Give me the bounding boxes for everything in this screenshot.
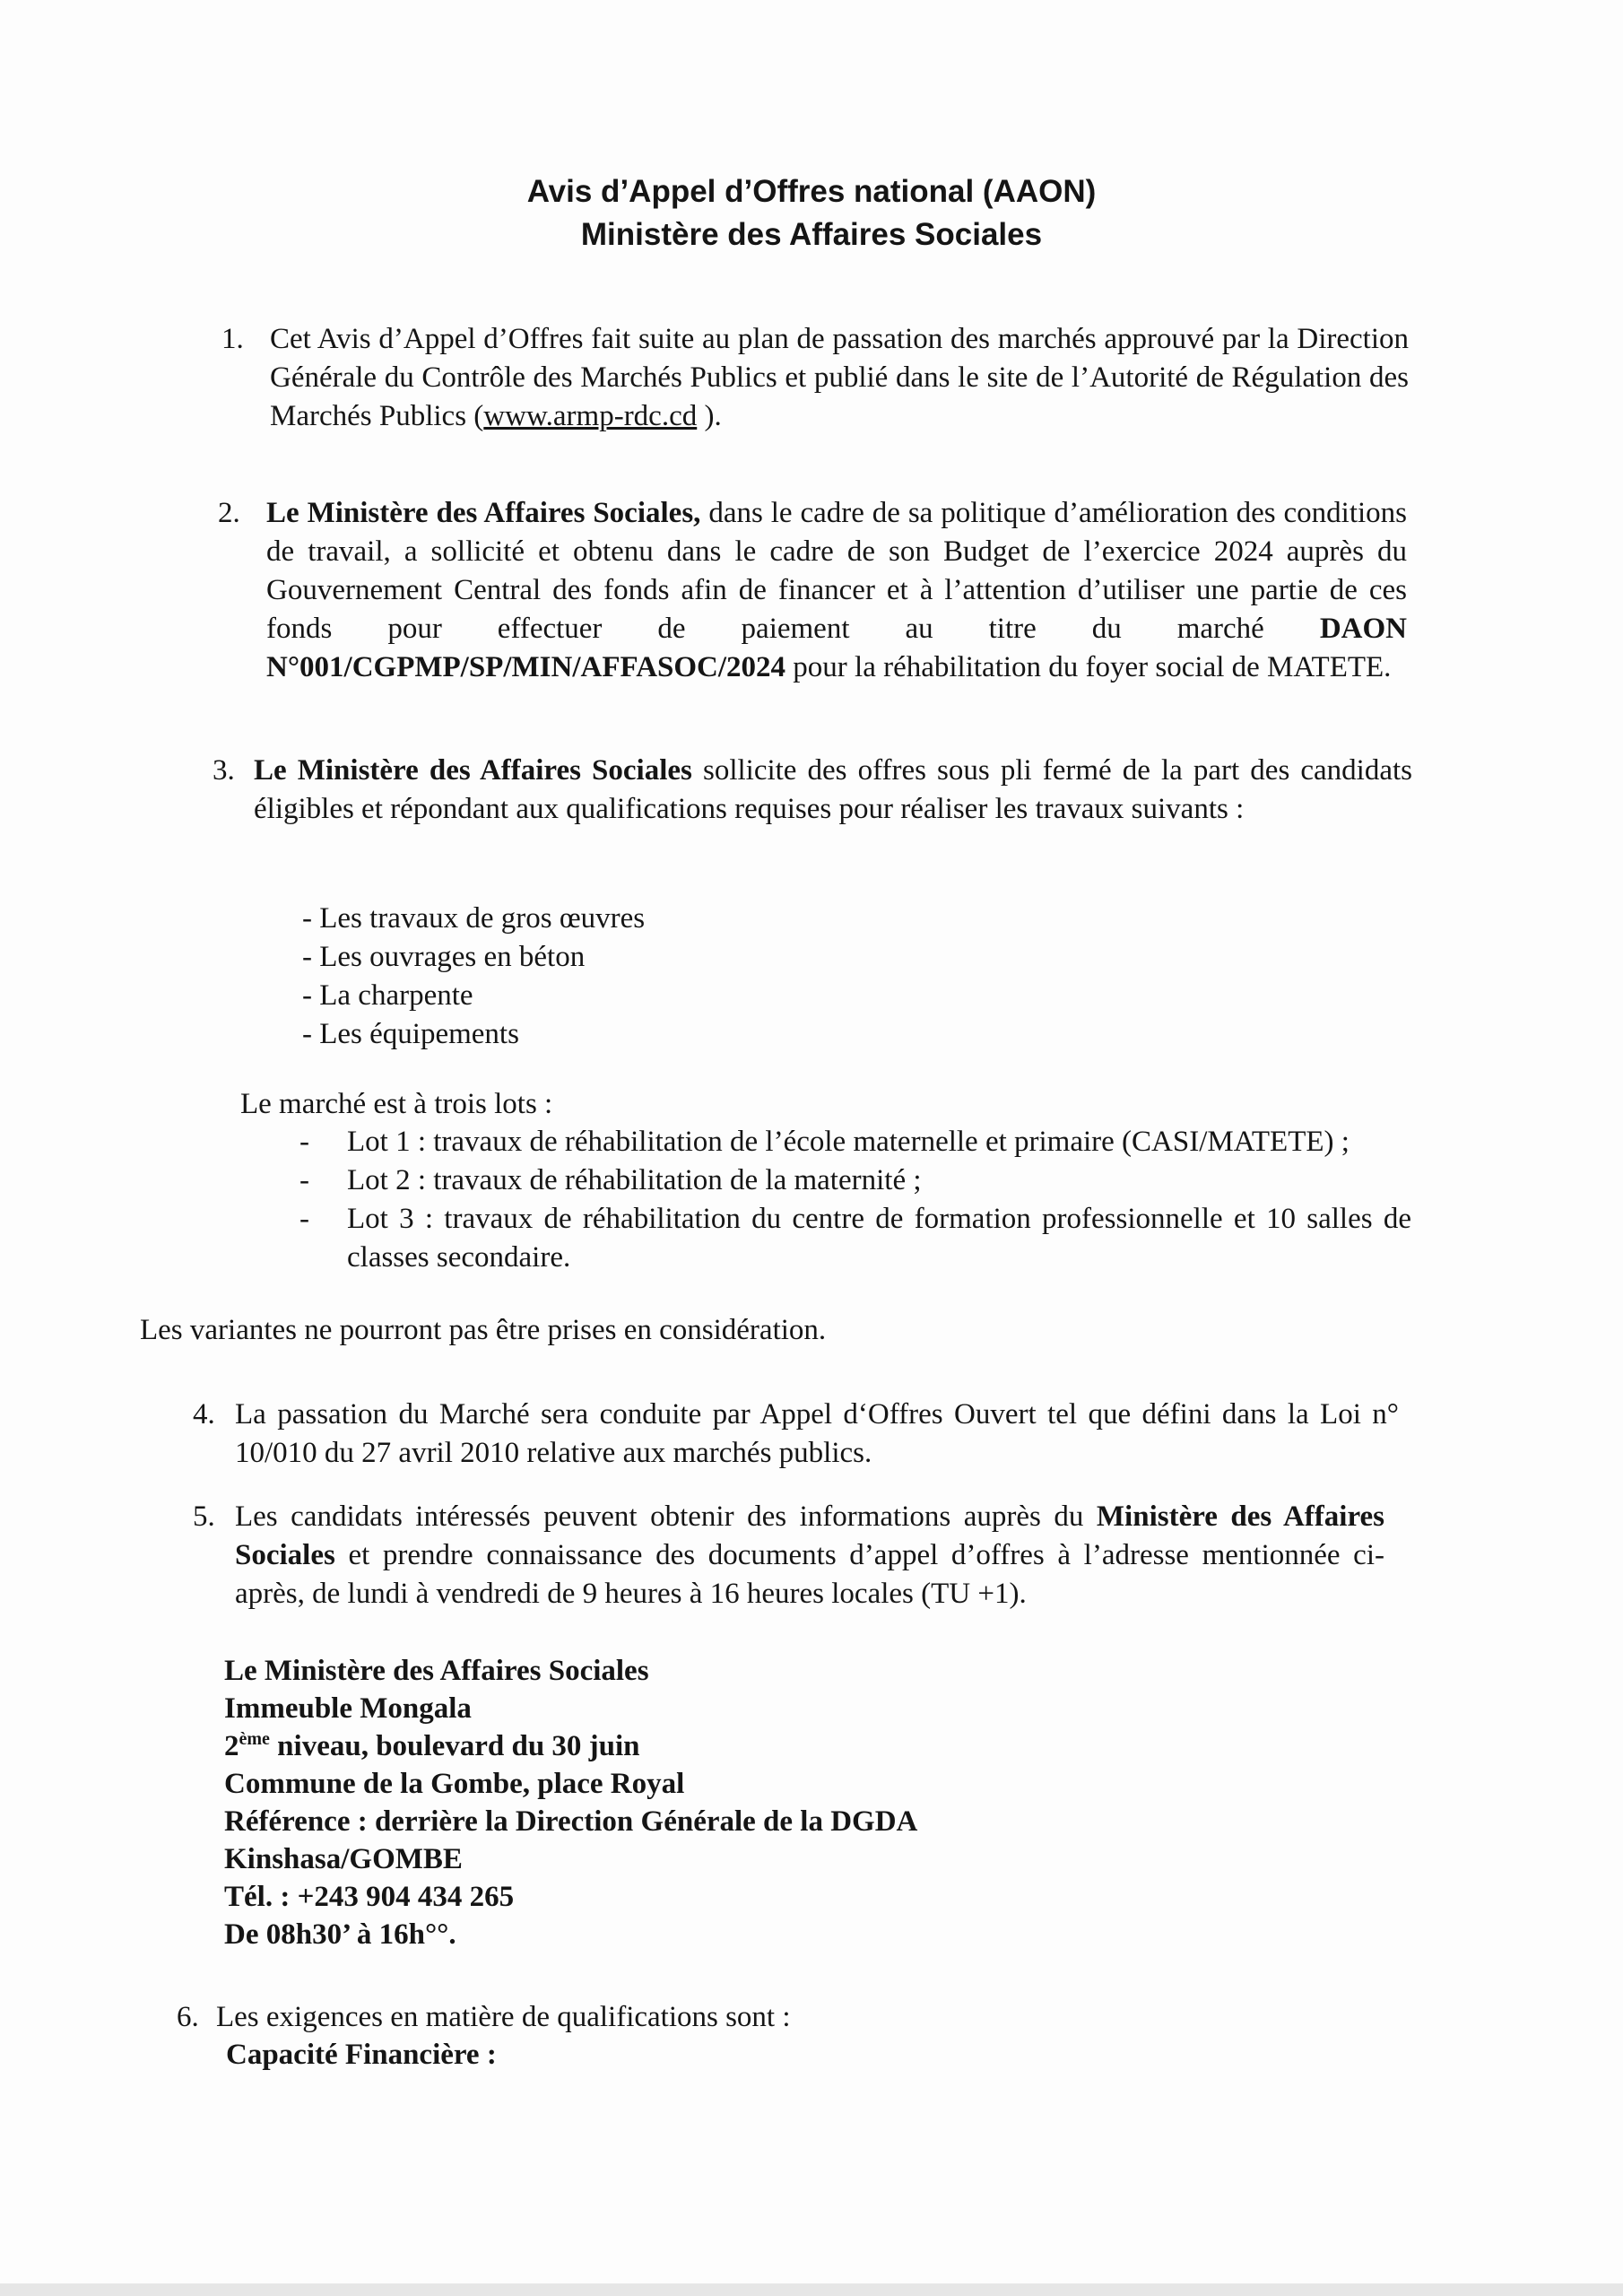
address-street: niveau, boulevard du 30 juin bbox=[269, 1730, 640, 1762]
section-4: La passation du Marché sera conduite par Appel d‘Offres Ouvert tel que défini dans la Loi n° 10/010 du 27 avril 2010 relative aux marchés publics. bbox=[235, 1398, 1399, 1469]
ministry-name: Le Ministère des Affaires Sociales, bbox=[266, 497, 701, 529]
armp-link[interactable]: www.armp-rdc.cd bbox=[483, 400, 698, 432]
section-3-text: sollicite des offres sous pli fermé de la part des candidats éligibles et répondant aux qualifications requises pour réaliser les travaux suivants : bbox=[254, 754, 1412, 825]
lot-dash: - bbox=[299, 1126, 309, 1158]
section-number-5: 5. bbox=[193, 1500, 215, 1533]
lot-text: Lot 2 : travaux de réhabilitation de la maternité ; bbox=[347, 1164, 922, 1196]
address-line: Le Ministère des Affaires Sociales bbox=[224, 1655, 649, 1687]
lot-dash: - bbox=[299, 1164, 309, 1196]
floor-suffix: ème bbox=[239, 1729, 270, 1749]
works-item: - Les ouvrages en béton bbox=[302, 941, 586, 973]
section-number-6: 6. bbox=[177, 2001, 199, 2033]
lot-item bbox=[299, 1200, 1411, 1277]
lot-dash: - bbox=[299, 1203, 309, 1235]
opening-hours: De 08h30’ à 16h°°. bbox=[224, 1918, 456, 1951]
section-1-text: Cet Avis d’Appel d’Offres fait suite au plan de passation des marchés approuvé par la Direction Générale du Contrôle des Marchés Publics et publié dans le site de l’Autorité de Régulation des Marchés Publics ( bbox=[270, 323, 1409, 432]
floor-number: 2 bbox=[224, 1730, 239, 1762]
title-line-2: Ministère des Affaires Sociales bbox=[580, 217, 1043, 252]
variants-note: Les variantes ne pourront pas être prises en considération. bbox=[140, 1314, 827, 1346]
section-number-1: 1. bbox=[221, 323, 244, 355]
address-line: Commune de la Gombe, place Royal bbox=[224, 1768, 685, 1800]
works-item: - Les travaux de gros œuvres bbox=[302, 902, 646, 935]
address-block bbox=[224, 1652, 917, 1953]
address-line: Kinshasa/GOMBE bbox=[224, 1843, 463, 1875]
title-line-1: Avis d’Appel d’Offres national (AAON) bbox=[526, 174, 1097, 209]
address-line bbox=[224, 1727, 917, 1765]
ministry-name: Le Ministère des Affaires Sociales bbox=[254, 754, 692, 787]
lot-text: Lot 1 : travaux de réhabilitation de l’école maternelle et primaire (CASI/MATETE) ; bbox=[347, 1126, 1350, 1158]
section-2 bbox=[266, 494, 1407, 687]
lots-intro: Le marché est à trois lots : bbox=[240, 1088, 553, 1120]
section-3 bbox=[254, 752, 1412, 829]
section-5-text: Les candidats intéressés peuvent obtenir des informations auprès du bbox=[235, 1500, 1097, 1533]
lots-list bbox=[299, 1123, 1411, 1277]
section-1 bbox=[270, 320, 1409, 436]
address-line: Référence : derrière la Direction Générale de la DGDA bbox=[224, 1805, 918, 1838]
section-5-text-end: et prendre connaissance des documents d’appel d’offres à l’adresse mentionnée ci-après, de lundi à vendredi de 9 heures à 16 heures locales (TU +1). bbox=[235, 1539, 1384, 1610]
works-item: - La charpente bbox=[302, 979, 473, 1012]
section-number-4: 4. bbox=[193, 1398, 215, 1431]
section-6: Les exigences en matière de qualifications sont : bbox=[216, 2001, 791, 2033]
works-list bbox=[302, 900, 645, 1054]
lot-item bbox=[299, 1161, 1411, 1200]
lot-text: Lot 3 : travaux de réhabilitation du centre de formation professionnelle et 10 salles de classes secondaire. bbox=[347, 1203, 1411, 1274]
section-2-text: dans le cadre de sa politique d’amélioration des conditions de travail, a sollicité et obtenu dans le cadre de son Budget de l’exercice 2024 auprès du Gouvernement Central des fonds afin de financer et à l’attention d’utiliser une partie de ces fonds pour effectuer de paiement au titre du marché bbox=[266, 497, 1408, 645]
section-number-2: 2. bbox=[218, 497, 240, 529]
section-5 bbox=[235, 1498, 1384, 1613]
section-1-text-end: ). bbox=[697, 400, 722, 432]
section-number-3: 3. bbox=[213, 754, 235, 787]
document-title bbox=[0, 170, 1623, 257]
phone-number: Tél. : +243 904 434 265 bbox=[224, 1881, 515, 1913]
ministry-name: Ministère des Affaires Sociales bbox=[235, 1500, 1384, 1571]
section-2-text-end: pour la réhabilitation du foyer social de MATETE. bbox=[785, 651, 1392, 683]
address-line: Immeuble Mongala bbox=[224, 1692, 472, 1725]
works-item: - Les équipements bbox=[302, 1018, 519, 1050]
tender-reference: DAON N°001/CGPMP/SP/MIN/AFFASOC/2024 bbox=[266, 613, 1407, 683]
financial-capacity-heading: Capacité Financière : bbox=[226, 2039, 497, 2071]
lot-item bbox=[299, 1123, 1411, 1161]
scan-edge bbox=[0, 2283, 1623, 2296]
